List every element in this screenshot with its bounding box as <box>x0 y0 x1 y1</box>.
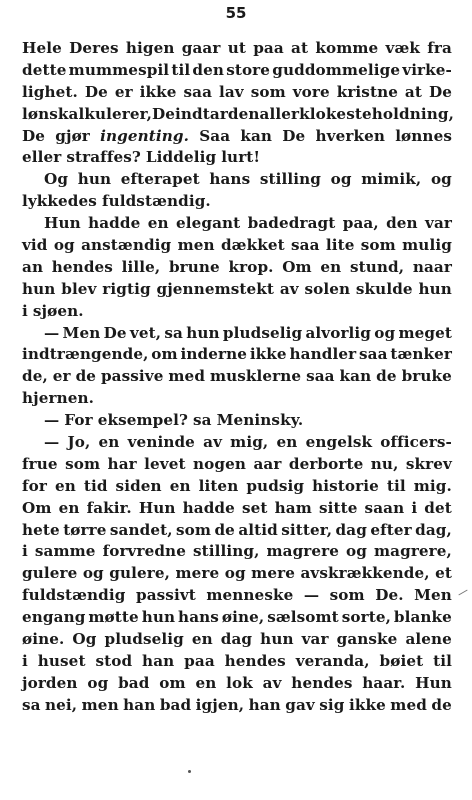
text-line: an hendes lille, brune krop. Om en stund, naar <box>22 257 452 276</box>
body-text <box>22 38 452 717</box>
paper-speck <box>188 770 191 773</box>
text-line: frue som har levet nogen aar derborte nu, skrev <box>22 454 452 473</box>
text-line: i samme forvredne stilling, magrere og magrere, <box>22 542 452 561</box>
text-line: Om en fakir. Hun hadde set ham sitte saan i det <box>22 498 452 517</box>
text-line: hete tørre sandet, som de altid sitter, dag efter dag, <box>22 520 452 539</box>
text-line: indtrængende, om inderne ikke handler saa tænker <box>22 345 452 364</box>
text-line: i sjøen. <box>22 301 84 320</box>
text-line: — Men De vet, sa hun pludselig alvorlig og meget <box>44 323 452 342</box>
margin-mark <box>458 590 467 596</box>
text-line: engang møtte hun hans øine, sælsomt sorte, blanke <box>22 608 452 627</box>
text-line: gulere og gulere, mere og mere avskrækkende, et <box>22 564 452 583</box>
text-line: for en tid siden en liten pudsig historie til mig. <box>22 476 452 495</box>
text-line: de, er de passive med musklerne saa kan de bruke <box>22 367 452 386</box>
text-line: Hun hadde en elegant badedragt paa, den var <box>44 214 452 233</box>
text-line: lønskalkulerer, De indtar den allerklokeste holdning, <box>22 104 454 123</box>
page-number: 55 <box>225 4 247 22</box>
text-line: hjernen. <box>22 389 95 408</box>
text-line: eller straffes? Liddelig lurt! <box>22 148 261 167</box>
text-line: lighet. De er ikke saa lav som vore kristne at De <box>22 82 452 101</box>
text-line: jorden og bad om en lok av hendes haar. Hun <box>22 673 452 692</box>
text-line: sa nei, men han bad igjen, han gav sig ikke med de <box>22 695 452 714</box>
text-line: hun blev rigtig gjennemstekt av solen skulde hun <box>22 279 452 298</box>
text-line: fuldstændig passivt menneske — som De. Men <box>22 586 452 605</box>
text-line: De gjør ingenting. Saa kan De hverken lønnes <box>22 126 452 145</box>
text-line: — For eksempel? sa Meninsky. <box>44 411 304 430</box>
text-line: lykkedes fuldstændig. <box>22 192 211 211</box>
text-line: vid og anstændig men dækket saa lite som mulig <box>22 236 452 255</box>
text-line: Hele Deres higen gaar ut paa at komme væk fra <box>22 39 452 57</box>
text-line: øine. Og pludselig en dag hun var ganske alene <box>22 630 452 649</box>
text-line: i huset stod han paa hendes veranda, bøiet til <box>22 651 452 670</box>
text-line: dette mummespil til den store guddommelige virke- <box>22 60 452 79</box>
text-line: Og hun efterapet hans stilling og mimik, og <box>44 170 452 189</box>
text-line: — Jo, en veninde av mig, en engelsk officers- <box>44 433 452 452</box>
